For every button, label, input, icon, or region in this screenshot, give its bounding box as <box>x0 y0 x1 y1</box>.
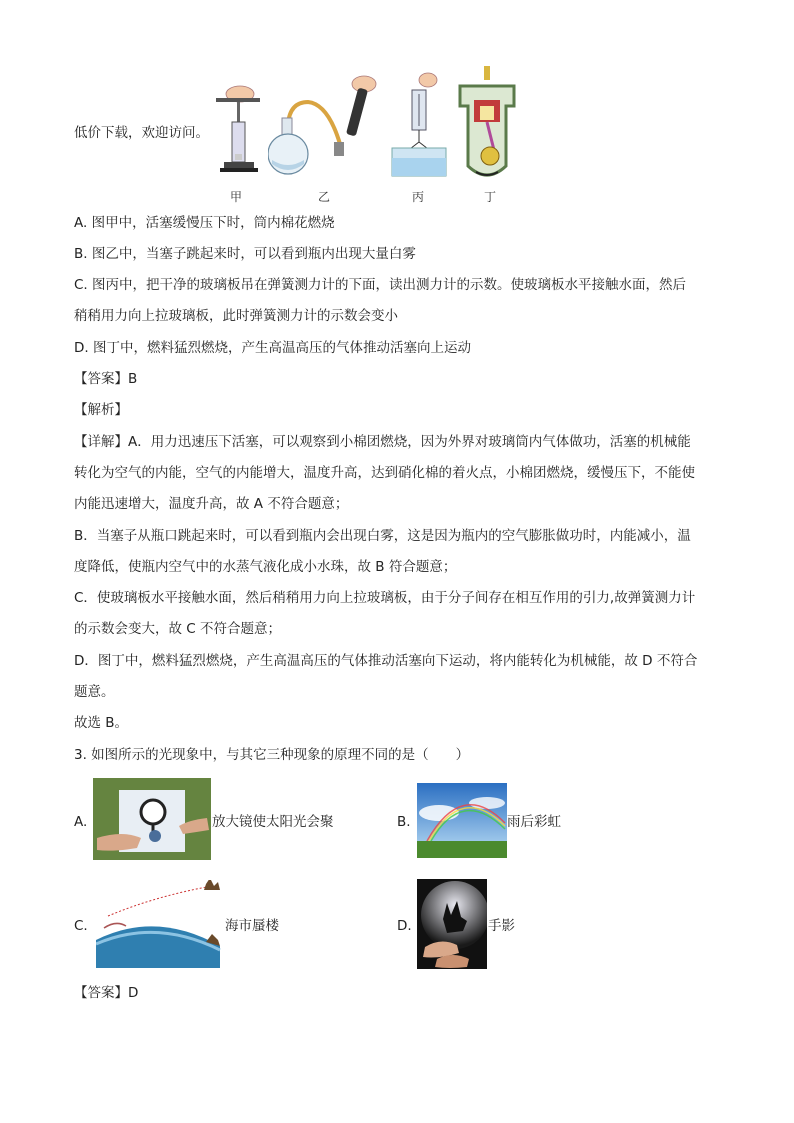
q3-answer: 【答案】D <box>74 985 139 1001</box>
q2-analysis-title: 【解析】 <box>74 402 128 418</box>
q2-detail-line: 题意。 <box>74 684 115 700</box>
q2-option-c-line1: C. 图丙中，把干净的玻璃板吊在弹簧测力计的下面，读出测力计的示数。使玻璃板水平接触水面，然后 <box>74 277 687 293</box>
q3-option-b-caption: 雨后彩虹 <box>507 814 561 830</box>
rainbow-photo <box>417 783 507 858</box>
engine-figure <box>454 66 520 182</box>
q2-option-d: D. 图丁中，燃料猛烈燃烧，产生高温高压的气体推动活塞向上运动 <box>74 340 471 356</box>
q3-option-d-caption: 手影 <box>488 918 515 934</box>
q3-option-a-letter: A. <box>74 814 88 830</box>
q2-option-a: A. 图甲中，活塞缓慢压下时，筒内棉花燃烧 <box>74 215 335 231</box>
q2-detail-line: 转化为空气的内能，空气的内能增大，温度升高，达到硝化棉的着火点，小棉团燃烧，缓慢压下，不能使 <box>74 465 695 481</box>
figure-label-bing: 丙 <box>412 190 425 204</box>
mirage-diagram <box>96 880 222 968</box>
magnifier-photo <box>93 778 211 860</box>
q2-detail-line: 内能迅速增大，温度升高，故 A 不符合题意； <box>74 496 349 512</box>
figure-label-jia: 甲 <box>230 190 243 204</box>
flask-pump-figure <box>268 74 388 182</box>
q2-answer: 【答案】B <box>74 371 138 387</box>
q3-option-a-caption: 放大镜使太阳光会聚 <box>212 814 334 830</box>
figure-label-yi: 乙 <box>318 190 331 204</box>
q2-option-b: B. 图乙中，当塞子跳起来时，可以看到瓶内出现大量白雾 <box>74 246 416 262</box>
q3-option-c-letter: C. <box>74 918 88 934</box>
spring-scale-figure <box>388 70 452 180</box>
q3-option-b-letter: B. <box>397 814 411 830</box>
q3-option-c-caption: 海市蜃楼 <box>225 918 279 934</box>
q2-conclusion: 故选 B。 <box>74 715 129 731</box>
q2-detail-line: 【详解】A．用力迅速压下活塞，可以观察到小棉团燃烧，因为外界对玻璃筒内气体做功，活塞的机械能 <box>74 434 691 450</box>
q2-detail-line: 度降低，使瓶内空气中的水蒸气液化成小水珠，故 B 符合题意； <box>74 559 457 575</box>
figure-label-ding: 丁 <box>484 190 497 204</box>
q2-detail-line: B．当塞子从瓶口跳起来时，可以看到瓶内会出现白雾，这是因为瓶内的空气膨胀做功时，内能减小，温 <box>74 528 691 544</box>
q2-detail-line: 的示数会变大，故 C 不符合题意； <box>74 621 282 637</box>
q2-detail-line: D．图丁中，燃料猛烈燃烧，产生高温高压的气体推动活塞向下运动，将内能转化为机械能，故 D 不符合 <box>74 653 698 669</box>
fire-syringe-figure <box>206 80 270 180</box>
q2-detail-line: C．使玻璃板水平接触水面，然后稍稍用力向上拉玻璃板，由于分子间存在相互作用的引力,故弹簧测力计 <box>74 590 696 606</box>
q3-option-d-letter: D. <box>397 918 412 934</box>
q3-stem: 3. 如图所示的光现象中，与其它三种现象的原理不同的是（ ） <box>74 747 470 763</box>
q2-option-c-line2: 稍稍用力向上拉玻璃板，此时弹簧测力计的示数会变小 <box>74 308 398 324</box>
hand-shadow-photo <box>417 879 487 969</box>
intro-text: 低价下载，欢迎访问。 <box>74 125 209 141</box>
